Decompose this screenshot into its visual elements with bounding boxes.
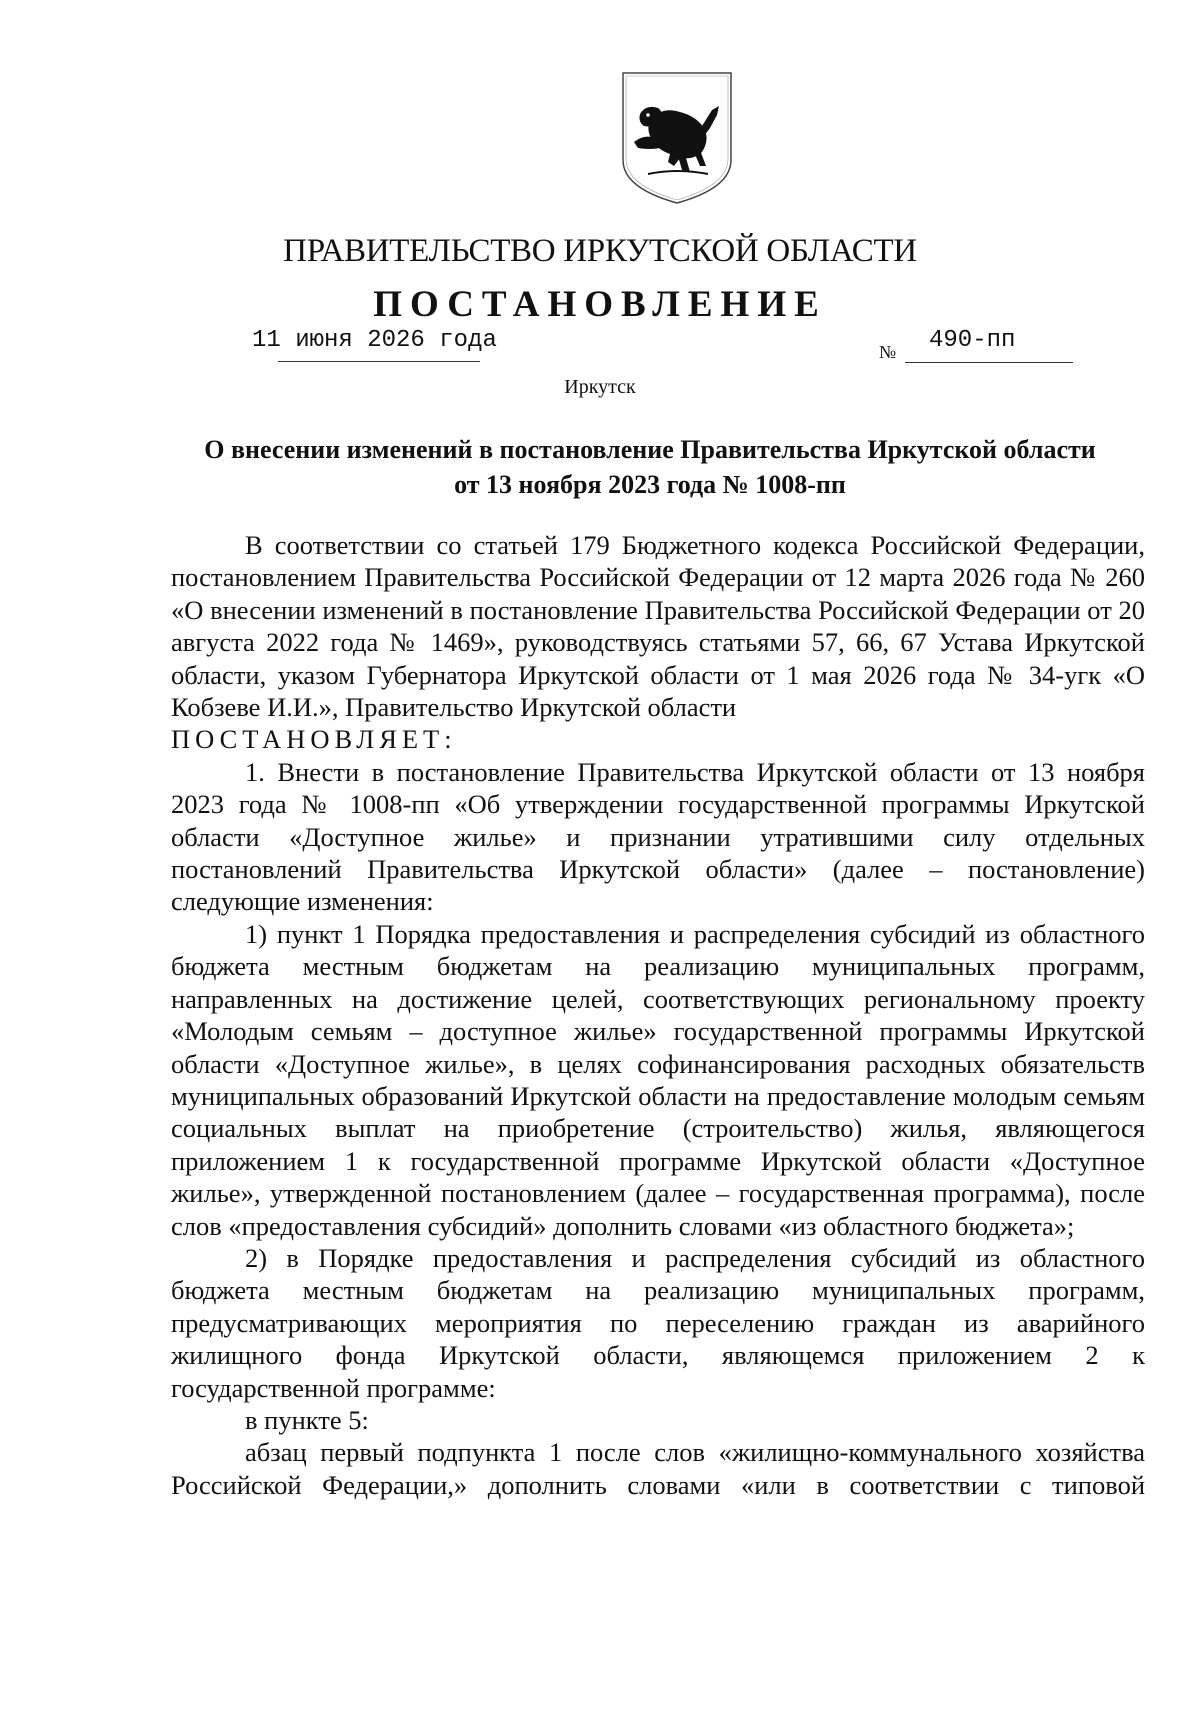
subitem-1-paragraph: 1) пункт 1 Порядка предоставления и распределения субсидий из областного бюджета местным бюджетам на реализацию муниципальных программ, направленных на достижение целей, соответствующих региональному проекту «Молодым семьям – доступное жилье» государственной программы Иркутской области «Доступное жилье», в целях софинансирования расходных обязательств муниципальных образований Иркутской области на предоставление молодым семьям социальных выплат на приобретение (строительство) жилья, являющегося приложением 1 к государственной программе Иркутской области «Доступное жилье», утвержденной постановлением (далее – государственная программа), после слов «предоставления субсидий» дополнить словами «из областного бюджета»; [171, 918, 1145, 1241]
preamble-paragraph: В соответствии со статьей 179 Бюджетного кодекса Российской Федерации, постановлением Правительства Российской Федерации от 12 марта 2026 года № 260 «О внесении изменений в постановление Правительства Российской Федерации от 20 августа 2022 года № 1469», руководствуясь статьями 57, 66, 67 Устава Иркутской области, указом Губернатора Иркутской области от 1 мая 2026 года № 34-угк «О Кобзеве И.И.», Правительство Иркутской области [171, 530, 1145, 723]
document-heading [150, 432, 1150, 502]
document-body [171, 529, 1145, 1501]
government-name: ПРАВИТЕЛЬСТВО ИРКУТСКОЙ ОБЛАСТИ [283, 233, 917, 269]
coat-of-arms-icon [620, 70, 734, 206]
heading-line-2: от 13 ноября 2023 года № 1008-пп [454, 470, 846, 499]
document-number: 490-пп [929, 327, 1016, 354]
document-type-title: ПОСТАНОВЛЕНИЕ [373, 284, 827, 325]
city-name: Иркутск [564, 376, 636, 398]
number-underline [905, 362, 1073, 363]
point-5-paragraph: в пункте 5: [245, 1404, 369, 1435]
document-date: 11 июня 2026 года [252, 327, 497, 354]
item-1-paragraph: 1. Внести в постановление Правительства Иркутской области от 13 ноября 2023 года № 1008-пп «Об утверждении государственной программы Иркутской области «Доступное жилье» и признании утратившими силу отдельных постановлений Правительства Иркутской области» (далее – постановление) следующие изменения: [171, 756, 1145, 917]
amendment-paragraph: абзац первый подпункта 1 после слов «жилищно-коммунального хозяйства Российской Федерации,» дополнить словами «или в соответствии с типовой [171, 1437, 1145, 1500]
resolves-keyword: ПОСТАНОВЛЯЕТ: [171, 724, 457, 755]
heading-line-1: О внесении изменений в постановление Правительства Иркутской области [204, 435, 1096, 464]
date-underline [278, 361, 480, 362]
subitem-2-paragraph: 2) в Порядке предоставления и распределения субсидий из областного бюджета местным бюджетам на реализацию муниципальных программ, предусматривающих мероприятия по переселению граждан из аварийного жилищного фонда Иркутской области, являющемся приложением 2 к государственной программе: [171, 1242, 1145, 1403]
number-label: № [879, 342, 897, 362]
